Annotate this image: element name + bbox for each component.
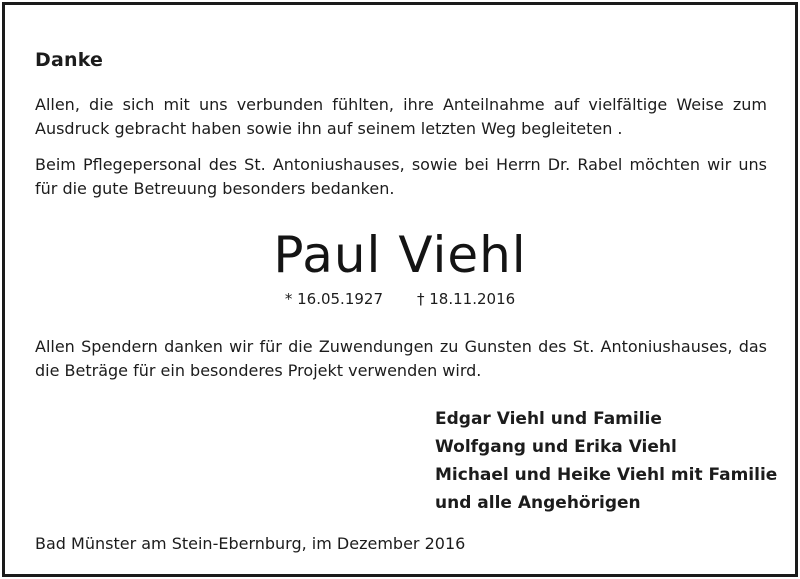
place-date: Bad Münster am Stein-Ebernburg, im Dezember 2016 (35, 534, 466, 553)
donation-paragraph: Allen Spendern danken wir für die Zuwendungen zu Gunsten des St. Antoniushauses, das die Beträge für ein besonderes Projekt verwenden wird. (35, 337, 767, 380)
signer-line: Michael und Heike Viehl mit Familie (435, 465, 778, 485)
deceased-name: Paul Viehl (273, 226, 527, 284)
obituary-notice (2, 2, 798, 577)
signer-line: Edgar Viehl und Familie (435, 409, 662, 429)
notice-heading: Danke (35, 49, 104, 71)
signer-line: und alle Angehörigen (435, 493, 641, 513)
signers-block (435, 405, 777, 517)
death-date: † 18.11.2016 (417, 290, 516, 308)
thanks-paragraph: Allen, die sich mit uns verbunden fühlten, ihre Anteilnahme auf vielfältige Weise zum Ausdruck gebracht haben sowie ihn auf seinem letzten Weg begleiteten . (35, 95, 767, 138)
signer-line: Wolfgang und Erika Viehl (435, 437, 677, 457)
life-dates (5, 289, 795, 309)
care-thanks-paragraph: Beim Pflegepersonal des St. Antoniushauses, sowie bei Herrn Dr. Rabel möchten wir uns für die gute Betreuung besonders bedanken. (35, 155, 767, 198)
birth-date: * 16.05.1927 (284, 290, 383, 308)
